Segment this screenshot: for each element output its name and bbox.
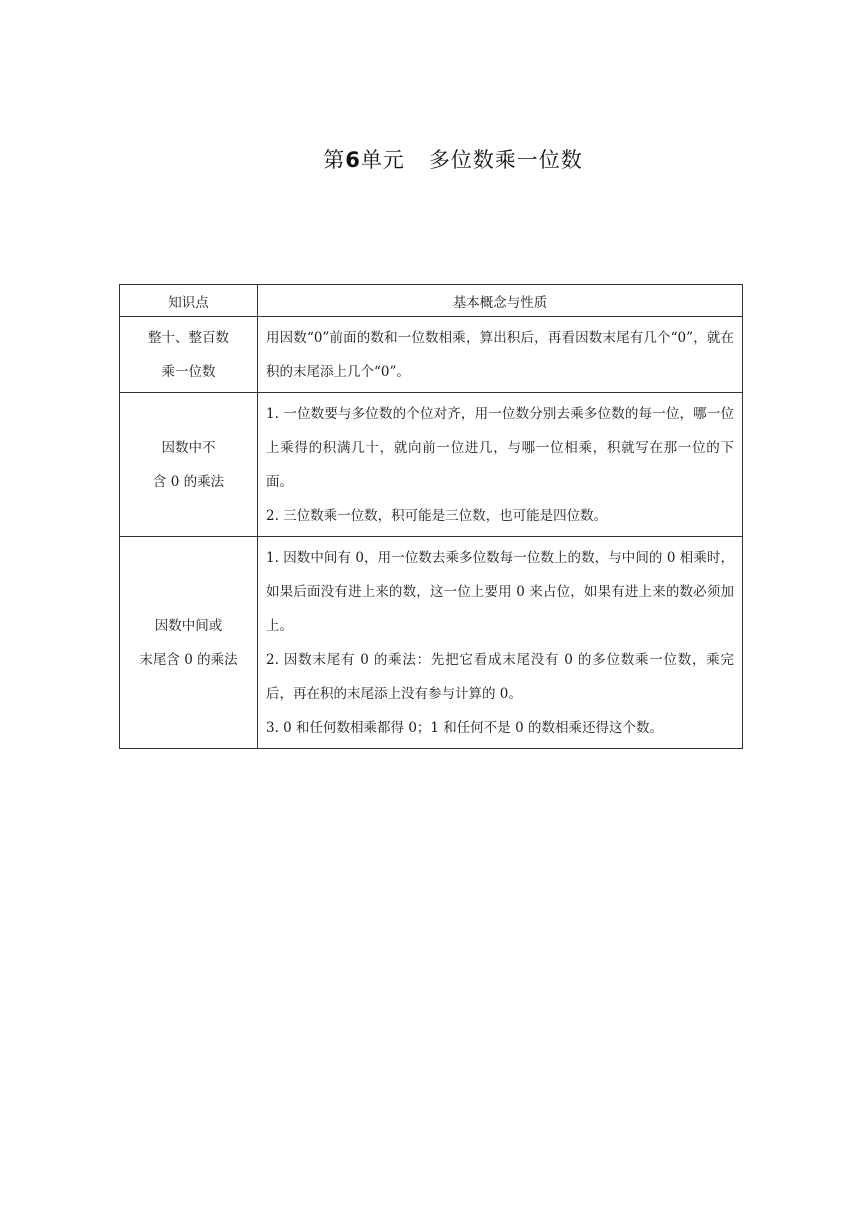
concept-paragraph: 3. 0 和任何数相乘都得 0；1 和任何不是 0 的数相乘还得这个数。 [266, 720, 663, 736]
header-concepts: 基本概念与性质 [258, 285, 743, 317]
concept-cell [258, 537, 743, 749]
table-header-row [120, 285, 743, 317]
knowledge-point-line: 含 0 的乘法 [152, 473, 225, 490]
knowledge-point-line: 整十、整百数 [148, 329, 229, 346]
knowledge-point-line: 因数中间或 [154, 617, 223, 634]
table-row [120, 393, 743, 537]
page-title [0, 144, 860, 174]
concept-cell [258, 393, 743, 537]
concept-paragraph: 2. 三位数乘一位数，积可能是三位数，也可能是四位数。 [266, 508, 608, 524]
header-knowledge-point: 知识点 [120, 285, 258, 317]
knowledge-point-cell [120, 537, 258, 749]
concept-cell [258, 317, 743, 393]
concept-paragraph: 1. 因数中间有 0，用一位数去乘多位数每一位数上的数，与中间的 0 相乘时，如果后面没有进上来的数，这一位上要用 0 来占位，如果有进上来的数必须加上。 [266, 550, 734, 634]
concept-paragraph: 2. 因数末尾有 0 的乘法：先把它看成末尾没有 0 的多位数乘一位数，乘完后，再在积的末尾添上没有参与计算的 0。 [266, 652, 734, 702]
title-prefix: 第 [323, 148, 346, 172]
knowledge-point-cell [120, 393, 258, 537]
knowledge-table [119, 284, 743, 749]
concept-paragraph: 1. 一位数要与多位数的个位对齐，用一位数分别去乘多位数的每一位，哪一位上乘得的积满几十，就向前一位进几，与哪一位相乘，积就写在那一位的下面。 [266, 406, 734, 490]
table-row [120, 537, 743, 749]
title-topic: 多位数乘一位数 [428, 148, 583, 172]
knowledge-point-line: 乘一位数 [161, 363, 216, 380]
knowledge-point-line: 因数中不 [161, 439, 216, 456]
title-unit: 单元 [360, 148, 405, 172]
knowledge-point-cell [120, 317, 258, 393]
concept-paragraph: 用因数“0”前面的数和一位数相乘，算出积后，再看因数末尾有几个“0”，就在积的末尾添上几个“0”。 [266, 330, 734, 380]
unit-number: 6 [345, 148, 361, 172]
knowledge-point-line: 末尾含 0 的乘法 [139, 651, 238, 668]
table-row [120, 317, 743, 393]
